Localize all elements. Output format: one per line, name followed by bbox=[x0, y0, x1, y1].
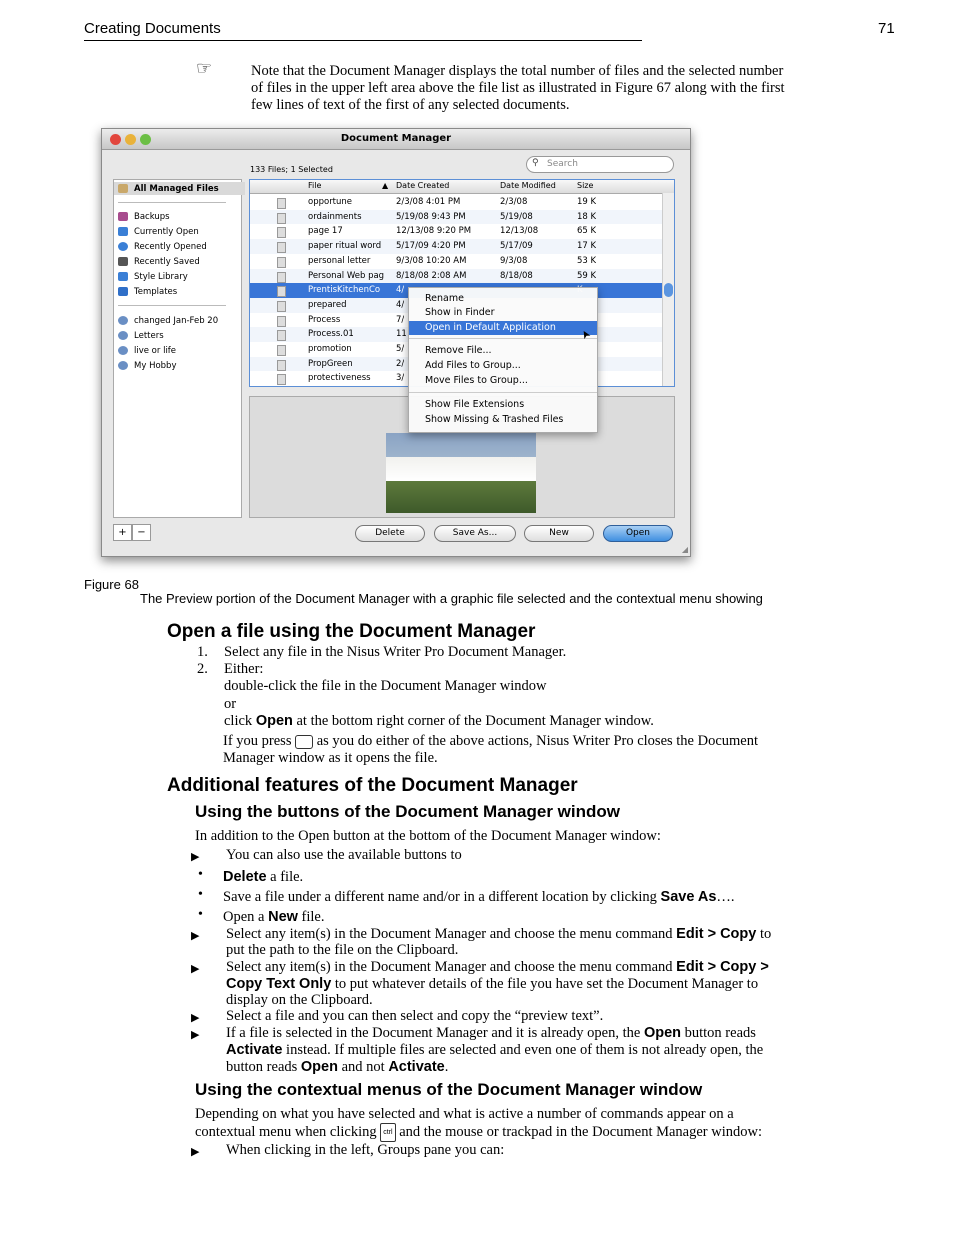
table-cell: 59 K bbox=[577, 270, 597, 281]
sidebar-item-templates[interactable] bbox=[118, 285, 177, 298]
table-row[interactable] bbox=[250, 210, 662, 225]
add-group-button[interactable]: + bbox=[113, 524, 132, 541]
document-icon bbox=[277, 345, 286, 356]
drawer-icon bbox=[118, 184, 128, 193]
sidebar-item-label: Templates bbox=[134, 286, 178, 297]
document-icon bbox=[277, 286, 286, 297]
table-row[interactable] bbox=[250, 195, 662, 210]
sidebar-item-recently-saved[interactable] bbox=[118, 255, 200, 268]
bullet-arrow-icon: ▶ bbox=[191, 1012, 200, 1024]
running-header: Creating Documents bbox=[84, 20, 221, 37]
smart-group-icon bbox=[118, 361, 128, 370]
bullet-arrow-icon: ▶ bbox=[191, 930, 200, 942]
remove-group-button[interactable]: − bbox=[132, 524, 151, 541]
table-cell: 17 K bbox=[577, 241, 597, 252]
document-icon bbox=[277, 360, 286, 371]
save-as-button[interactable]: Save As... bbox=[434, 525, 516, 542]
bullet-activate-3: button reads Open and not Activate. bbox=[226, 1059, 449, 1075]
sidebar-item-letters[interactable] bbox=[118, 329, 164, 342]
templates-icon bbox=[118, 287, 128, 296]
page-number: 71 bbox=[878, 20, 895, 37]
mouse-cursor-icon: ➤ bbox=[577, 327, 594, 342]
sidebar-item-label: changed Jan-Feb 20 bbox=[134, 315, 219, 326]
sidebar-item-label: live or life bbox=[134, 345, 177, 356]
scroll-thumb[interactable] bbox=[664, 283, 673, 297]
ctrl-key-icon: ctrl bbox=[380, 1123, 395, 1142]
sidebar-item-currently-open[interactable] bbox=[118, 225, 199, 238]
bullet-dot-icon: • bbox=[198, 887, 203, 902]
smart-group-icon bbox=[118, 331, 128, 340]
table-cell: prepared bbox=[308, 299, 347, 310]
figure-caption: The Preview portion of the Document Manager with a graphic file selected and the contextual menu showing bbox=[140, 591, 763, 606]
document-icon bbox=[277, 227, 286, 238]
table-cell: page 17 bbox=[308, 226, 343, 237]
table-cell: 12/13/08 bbox=[500, 226, 539, 237]
sidebar-item-backups[interactable] bbox=[118, 210, 170, 223]
sidebar-divider bbox=[118, 202, 226, 203]
bullet-arrow-icon: ▶ bbox=[191, 1029, 200, 1041]
context-menu-label: Open in Default Application bbox=[425, 322, 556, 333]
table-row[interactable] bbox=[250, 224, 662, 239]
document-icon bbox=[277, 316, 286, 327]
contextual-intro: Depending on what you have selected and what is active a number of commands appear on a bbox=[195, 1106, 734, 1122]
table-cell: paper ritual word bbox=[308, 241, 382, 252]
bullet-arrow-icon: ▶ bbox=[191, 1146, 200, 1158]
table-cell: PrentisKitchenCo bbox=[308, 285, 381, 296]
bullet-copy-text-2: Copy Text Only to put whatever details of the file you have set the Document Manager to bbox=[226, 976, 759, 992]
context-menu-label: Move Files to Group... bbox=[425, 375, 528, 386]
groups-pane[interactable] bbox=[113, 179, 242, 518]
option-key-icon bbox=[295, 735, 313, 749]
bullet-activate: If a file is selected in the Document Manager and it is already open, the Open button reads bbox=[226, 1025, 756, 1041]
menu-separator bbox=[409, 392, 597, 393]
window-title: Document Manager bbox=[340, 133, 452, 144]
sub-bullet-new: Open a New file. bbox=[223, 909, 325, 925]
context-menu-item[interactable] bbox=[409, 413, 597, 427]
document-icon bbox=[277, 257, 286, 268]
style-library-icon bbox=[118, 272, 128, 281]
table-cell: 65 K bbox=[577, 226, 597, 237]
table-row[interactable] bbox=[250, 269, 662, 284]
column-header-date-modified[interactable]: Date Modified bbox=[500, 181, 556, 190]
sidebar-item-label: Letters bbox=[134, 330, 164, 341]
table-cell: 4/ bbox=[396, 285, 405, 296]
table-row[interactable] bbox=[250, 239, 662, 254]
disk-icon bbox=[118, 257, 128, 266]
bullet-activate-2: Activate instead. If multiple files are selected and even one of them is not already open, the bbox=[226, 1042, 764, 1058]
context-menu-label: Remove File... bbox=[425, 345, 492, 356]
sidebar-divider bbox=[118, 305, 226, 306]
heading-additional-features: Additional features of the Document Manager bbox=[167, 775, 578, 796]
context-menu-item[interactable] bbox=[409, 344, 597, 358]
search-field[interactable] bbox=[526, 156, 674, 173]
table-cell: 9/3/08 bbox=[500, 255, 528, 266]
title-bar bbox=[102, 129, 690, 150]
buttons-intro: In addition to the Open button at the bottom of the Document Manager window: bbox=[195, 828, 661, 844]
context-menu-item[interactable] bbox=[409, 292, 597, 306]
document-manager-screenshot bbox=[101, 128, 691, 557]
context-menu-label: Show in Finder bbox=[425, 307, 495, 318]
sidebar-item-label: Style Library bbox=[134, 271, 188, 282]
table-cell: personal letter bbox=[308, 255, 371, 266]
sidebar-item-changed-jan-feb[interactable] bbox=[118, 314, 218, 327]
option-double-click: double-click the file in the Document Manager window bbox=[224, 678, 547, 694]
context-menu-label: Show Missing & Trashed Files bbox=[425, 414, 564, 425]
note-line-3: few lines of text of the first of any selected documents. bbox=[251, 97, 570, 113]
document-icon bbox=[277, 301, 286, 312]
document-icon bbox=[277, 374, 286, 385]
delete-button[interactable]: Delete bbox=[355, 525, 425, 542]
bullet-copy-text: Select any item(s) in the Document Manager and choose the menu command Edit > Copy > bbox=[226, 959, 769, 975]
table-cell: 2/ bbox=[396, 358, 405, 369]
sidebar-item-style-library[interactable] bbox=[118, 270, 188, 283]
bullet-arrow-icon: ▶ bbox=[191, 851, 200, 863]
table-cell: Process.01 bbox=[308, 329, 354, 340]
column-header-date-created[interactable]: Date Created bbox=[396, 181, 450, 190]
bullet-copy-text-3: display on the Clipboard. bbox=[226, 992, 373, 1008]
file-list-header bbox=[250, 180, 674, 194]
context-menu-item[interactable] bbox=[409, 359, 597, 373]
sort-arrow-icon: ▲ bbox=[382, 181, 389, 190]
table-cell: 8/18/08 2:08 AM bbox=[396, 270, 467, 281]
table-cell: 2/3/08 bbox=[500, 197, 528, 207]
bullet-dot-icon: • bbox=[198, 867, 203, 882]
search-icon: ⚲ bbox=[532, 158, 539, 168]
table-cell: 8/18/08 bbox=[500, 270, 533, 281]
menu-separator bbox=[409, 338, 597, 339]
table-cell: 5/19/08 bbox=[500, 211, 533, 222]
column-header-file[interactable]: File bbox=[308, 181, 322, 190]
table-cell: 7/ bbox=[396, 314, 405, 325]
sidebar-item-label: Currently Open bbox=[134, 226, 199, 237]
document-icon bbox=[277, 272, 286, 283]
table-cell: 5/19/08 9:43 PM bbox=[396, 211, 466, 222]
pointing-hand-icon: ☞ bbox=[196, 58, 213, 79]
document-icon bbox=[277, 330, 286, 341]
smart-group-icon bbox=[118, 316, 128, 325]
sidebar-item-label: Backups bbox=[134, 211, 170, 222]
contextual-menu bbox=[408, 287, 598, 433]
context-menu-item[interactable] bbox=[409, 321, 597, 335]
context-menu-item[interactable] bbox=[409, 306, 597, 320]
search-placeholder: Search bbox=[547, 159, 578, 169]
sub-bullet-delete: Delete a file. bbox=[223, 869, 304, 885]
table-cell: 3/ bbox=[396, 373, 405, 384]
smart-group-icon bbox=[118, 346, 128, 355]
clock-icon bbox=[118, 242, 128, 251]
table-cell: 4/ bbox=[396, 299, 405, 310]
table-cell: 5/17/09 bbox=[500, 241, 533, 252]
table-cell: 11 bbox=[396, 329, 407, 340]
step-1: Select any file in the Nisus Writer Pro Document Manager. bbox=[224, 644, 567, 660]
context-menu-item[interactable] bbox=[409, 374, 597, 388]
column-header-size[interactable]: Size bbox=[577, 181, 594, 190]
sub-bullet-save-as: Save a file under a different name and/or in a different location by clicking Save As…. bbox=[223, 889, 735, 905]
sidebar-item-live-or-life[interactable] bbox=[118, 344, 176, 357]
house-preview-image bbox=[386, 433, 536, 513]
table-row[interactable] bbox=[250, 254, 662, 269]
table-cell: 2/3/08 4:01 PM bbox=[396, 197, 461, 207]
bullet-copy-path-2: put the path to the file on the Clipboard. bbox=[226, 942, 459, 958]
backups-icon bbox=[118, 212, 128, 221]
option-or: or bbox=[224, 696, 237, 712]
table-cell: ordainments bbox=[308, 211, 362, 222]
table-cell: 19 K bbox=[577, 197, 597, 207]
new-button[interactable]: New bbox=[524, 525, 594, 542]
context-menu-label: Add Files to Group... bbox=[425, 360, 521, 371]
table-cell: 53 K bbox=[577, 255, 597, 266]
sidebar-item-recently-opened[interactable] bbox=[118, 240, 207, 253]
bullet-preview-text: Select a file and you can then select and copy the “preview text”. bbox=[226, 1008, 604, 1024]
table-cell: 5/ bbox=[396, 344, 405, 354]
file-count: 133 Files; 1 Selected bbox=[250, 165, 333, 174]
heading-using-buttons: Using the buttons of the Document Manager window bbox=[195, 802, 620, 821]
table-cell: protectiveness bbox=[308, 373, 371, 384]
table-cell: Personal Web pag bbox=[308, 270, 385, 281]
document-icon bbox=[277, 198, 286, 209]
table-cell: 5/17/09 4:20 PM bbox=[396, 241, 466, 252]
sidebar-item-label: All Managed Files bbox=[134, 183, 219, 194]
contextual-intro-2: contextual menu when clicking ctrl and the mouse or trackpad in the Document Manager window: bbox=[195, 1123, 762, 1142]
context-menu-item[interactable] bbox=[409, 398, 597, 412]
heading-open-file: Open a file using the Document Manager bbox=[167, 621, 536, 642]
option-click-open: click Open at the bottom right corner of the Document Manager window. bbox=[224, 713, 654, 729]
note-line-1: Note that the Document Manager displays the total number of files and the selected number bbox=[251, 63, 784, 79]
open-button[interactable]: Open bbox=[603, 525, 673, 542]
document-icon bbox=[277, 213, 286, 224]
open-doc-icon bbox=[118, 227, 128, 236]
bullet-arrow-icon: ▶ bbox=[191, 963, 200, 975]
sidebar-item-label: Recently Opened bbox=[134, 241, 207, 252]
table-cell: promotion bbox=[308, 344, 352, 354]
sidebar-item-my-hobby[interactable] bbox=[118, 359, 176, 372]
figure-label: Figure 68 bbox=[84, 577, 139, 592]
context-menu-label: Show File Extensions bbox=[425, 399, 525, 410]
table-cell: Process bbox=[308, 314, 341, 325]
context-menu-label: Rename bbox=[425, 293, 464, 304]
table-cell: 12/13/08 9:20 PM bbox=[396, 226, 472, 237]
sidebar-item-label: Recently Saved bbox=[134, 256, 200, 267]
header-rule bbox=[84, 40, 642, 41]
step-2: Either: bbox=[224, 661, 264, 677]
document-icon bbox=[277, 242, 286, 253]
scrollbar[interactable] bbox=[662, 193, 674, 386]
press-key-note: If you press as you do either of the above actions, Nisus Writer Pro closes the Document bbox=[223, 733, 759, 749]
bullet-copy-path: Select any item(s) in the Document Manager and choose the menu command Edit > Copy to bbox=[226, 926, 772, 942]
note-line-2: of files in the upper left area above the file list as illustrated in Figure 67 along with the first bbox=[251, 80, 785, 96]
bullet-buttons: You can also use the available buttons to bbox=[226, 847, 462, 863]
sidebar-item-label: My Hobby bbox=[134, 360, 177, 371]
press-key-note-2: Manager window as it opens the file. bbox=[223, 750, 438, 766]
bullet-dot-icon: • bbox=[198, 907, 203, 922]
table-cell: 18 K bbox=[577, 211, 597, 222]
step-number: 1. bbox=[197, 644, 208, 660]
table-cell: opportune bbox=[308, 197, 353, 207]
bullet-groups-pane: When clicking in the left, Groups pane you can: bbox=[226, 1142, 505, 1158]
step-number: 2. bbox=[197, 661, 208, 677]
heading-contextual-menus: Using the contextual menus of the Document Manager window bbox=[195, 1080, 703, 1099]
resize-grip-icon[interactable]: ◢ bbox=[681, 545, 688, 554]
sidebar-item-all-managed-files[interactable] bbox=[114, 182, 245, 195]
table-cell: PropGreen bbox=[308, 358, 353, 369]
table-cell: 9/3/08 10:20 AM bbox=[396, 255, 467, 266]
